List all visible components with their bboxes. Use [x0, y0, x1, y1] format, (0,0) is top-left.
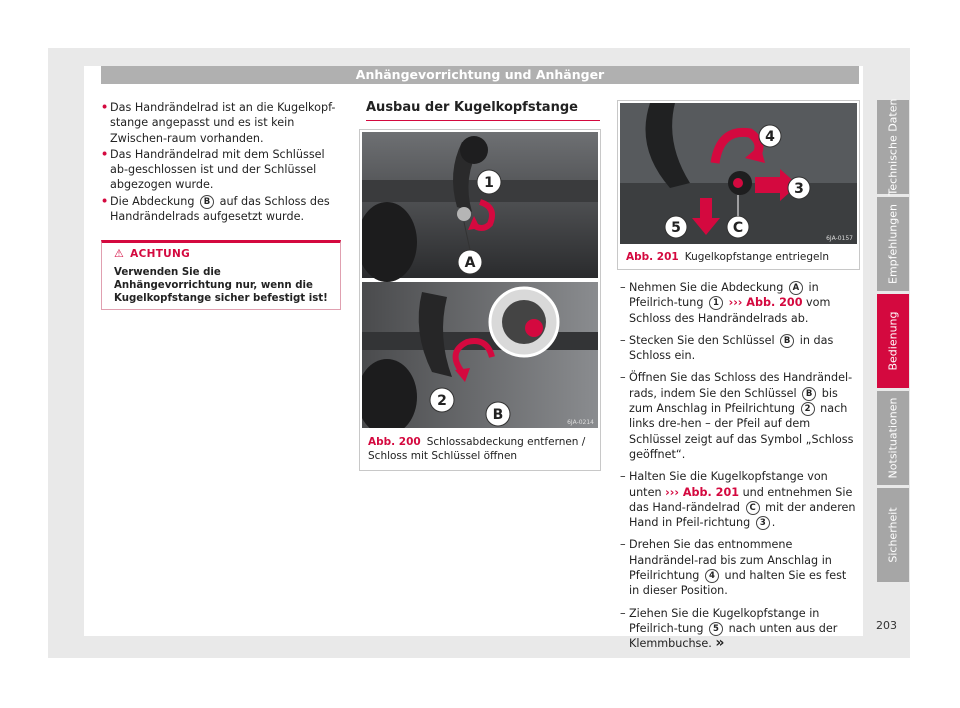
step-text: in Pfeilrich-tung: [629, 281, 819, 310]
bullet-item: [101, 194, 341, 225]
bullet-dot-icon: •: [101, 147, 109, 161]
ball-head: [460, 136, 488, 164]
step-text: Drehen Sie das entnommene Handrändel-rad bis zum Anschlag in Pfeilrichtung: [629, 538, 832, 583]
warning-box: [101, 240, 341, 310]
step-text: Stecken Sie den Schlüssel: [629, 333, 775, 347]
callout-b-label: B: [492, 407, 504, 423]
page-header: Anhängevorrichtung und Anhänger: [101, 66, 859, 84]
step-item: [620, 280, 860, 326]
figure-201: [617, 100, 860, 270]
figure-number: Abb. 200: [368, 436, 421, 448]
figure-200-caption: [368, 436, 594, 463]
bullet-item: [101, 147, 341, 193]
callout-4-label: 4: [765, 129, 775, 145]
figure-number: Abb. 201: [626, 251, 679, 263]
bullet-text: Die Abdeckung: [110, 194, 195, 208]
dash-icon: –: [620, 606, 626, 620]
marker-2: 2: [801, 402, 815, 416]
tab-label: Sicherheit: [886, 507, 900, 563]
step-text: nach unten aus der Klemmbuchse.: [629, 621, 838, 651]
step-text: Halten Sie die Kugelkopfstange von unten: [629, 470, 828, 499]
step-text: nach links dre-hen – der Pfeil auf dem Schlüssel zeigt auf das Symbol „Schloss geöffnet“.: [629, 402, 854, 461]
figure-200: [359, 129, 601, 471]
step-text: mit der anderen Hand in Pfeil-richtung: [629, 500, 856, 530]
warning-heading: [102, 243, 340, 260]
tab-label: Technische Daten: [886, 98, 900, 196]
step-item: [620, 469, 860, 530]
step-item: [620, 606, 860, 652]
tab-label: Empfehlungen: [886, 204, 900, 284]
step-text: bis zum Anschlag in Pfeilrichtung: [629, 386, 838, 416]
tab-bedienung[interactable]: [877, 294, 909, 388]
marker-4: 4: [705, 569, 719, 583]
figure-code: 6JA-0157: [826, 235, 853, 242]
callout-1-label: 1: [484, 175, 494, 191]
warning-triangle-icon: ⚠: [114, 247, 125, 260]
step-text: Öffnen Sie das Schloss des Handrändel-rads, indem Sie den Schlüssel: [629, 371, 853, 400]
callout-5-label: 5: [671, 220, 681, 236]
figure-201-illustration: [620, 103, 857, 244]
step-text: in das Schloss ein.: [629, 333, 834, 363]
marker-a: A: [789, 281, 803, 295]
tab-sicherheit[interactable]: [877, 488, 909, 582]
tab-label: Bedienung: [886, 311, 900, 371]
marker-5: 5: [709, 622, 723, 636]
steps-column: [620, 280, 860, 659]
marker-b: B: [802, 387, 816, 401]
detail-key: [525, 319, 543, 337]
lock-cover: [457, 207, 471, 221]
marker-b: B: [780, 334, 794, 348]
warning-text: Verwenden Sie die Anhängevorrichtung nur, wenn die Kugelkopfstange sicher befestigt ist!: [114, 267, 328, 304]
step-item: [620, 537, 860, 598]
step-item: [620, 333, 860, 364]
step-text: Nehmen Sie die Abdeckung: [629, 281, 784, 294]
dash-icon: –: [620, 538, 626, 552]
step-text: vom Schloss des Handrändelrads ab.: [629, 296, 831, 325]
dash-icon: –: [620, 371, 626, 385]
tab-empfehlungen[interactable]: [877, 197, 909, 291]
marker-b: B: [200, 195, 214, 209]
callout-a-label: A: [464, 255, 476, 271]
caption-text: Kugelkopfstange entriegeln: [684, 251, 830, 263]
step-text: und entnehmen Sie das Hand-rändelrad: [629, 485, 853, 514]
step-text: .: [771, 516, 776, 530]
bullet-text: Das Handrändelrad ist an die Kugelkopf-stange angepasst und es ist kein Zwischen-raum vorhanden.: [110, 101, 336, 145]
figure-200-illustration: [362, 132, 598, 428]
marker-c: C: [746, 501, 760, 515]
callout-2-label: 2: [437, 393, 447, 409]
warning-heading-label: ACHTUNG: [130, 248, 190, 260]
tab-notsituationen[interactable]: [877, 391, 909, 485]
callout-c-label: C: [732, 220, 744, 236]
bullet-text: auf das Schloss des Handrändelrads aufgesetzt wurde.: [110, 194, 330, 224]
step-text: Ziehen Sie die Kugelkopfstange in Pfeilrich-tung: [629, 606, 820, 635]
bullet-dot-icon: •: [101, 101, 109, 114]
marker-1: 1: [709, 296, 723, 310]
dash-icon: –: [620, 470, 626, 484]
step-item: [620, 370, 860, 462]
figure-code: 6JA-0214: [567, 419, 594, 426]
caption-text: Schlossabdeckung entfernen / Schloss mit Schlüssel öffnen: [368, 436, 586, 462]
tab-technische-daten[interactable]: [877, 100, 909, 194]
bullet-text: Das Handrändelrad mit dem Schlüssel ab-geschlossen ist und der Schlüssel abgezogen wurde.: [110, 147, 325, 192]
page-number: 203: [876, 619, 897, 632]
intro-column: [101, 100, 341, 225]
figure-201-caption: [626, 251, 854, 265]
marker-3: 3: [756, 516, 770, 530]
figure-link[interactable]: ››› Abb. 200: [728, 296, 803, 310]
tab-label: Notsituationen: [886, 397, 900, 479]
wheel-center: [733, 178, 743, 188]
continue-arrow-icon: »: [715, 635, 725, 652]
dash-icon: –: [620, 333, 626, 347]
figure-link[interactable]: ››› Abb. 201: [665, 485, 740, 499]
section-title: Ausbau der Kugelkopfstange: [366, 100, 600, 121]
step-text: und halten Sie es fest in dieser Position.: [629, 569, 847, 598]
bullet-item: [101, 100, 341, 146]
dash-icon: –: [620, 281, 626, 294]
bullet-dot-icon: •: [101, 194, 109, 208]
callout-3-label: 3: [794, 181, 804, 197]
